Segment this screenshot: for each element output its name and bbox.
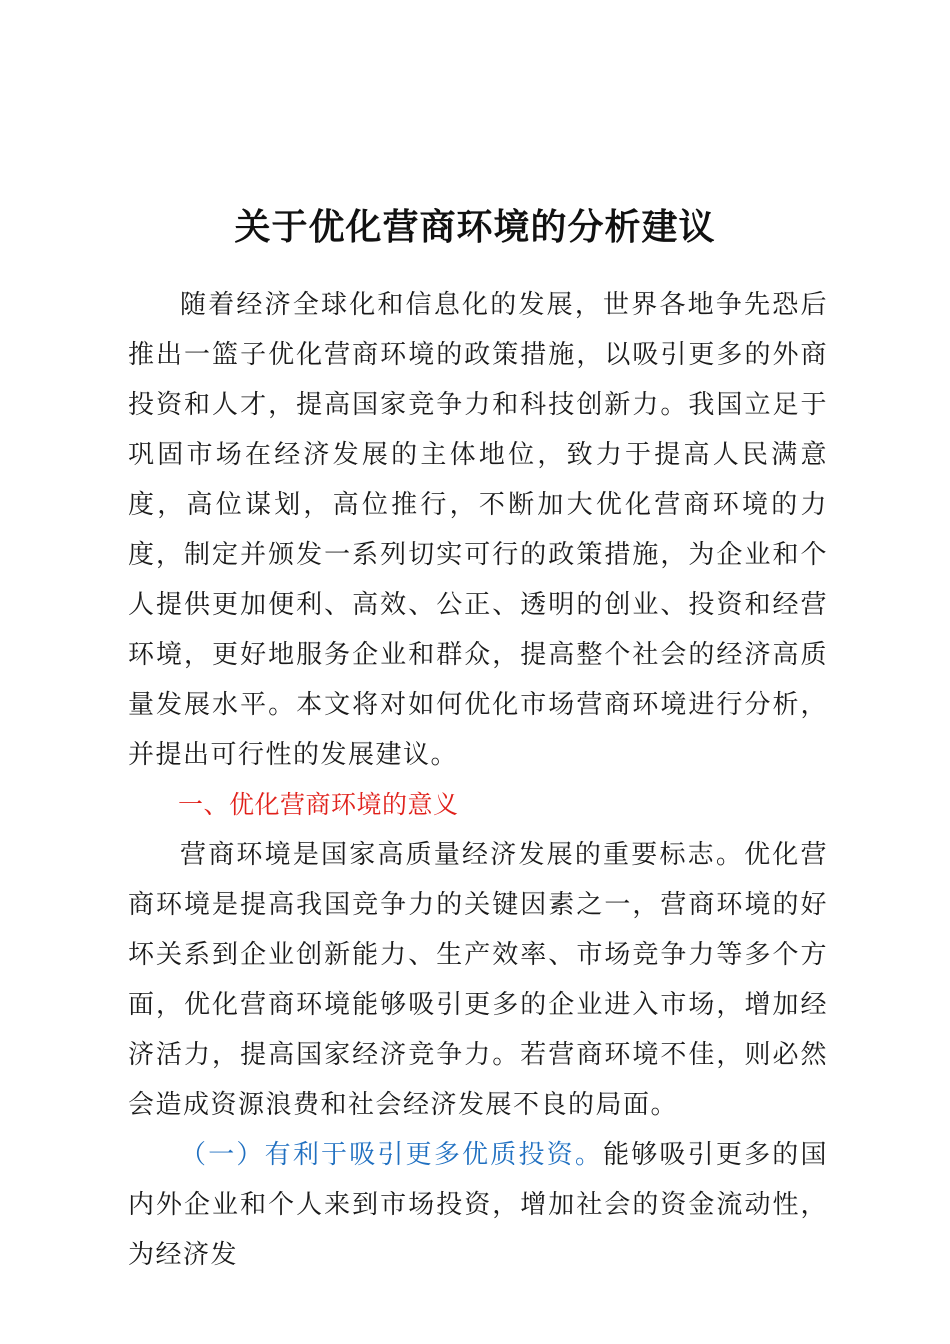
document-title: 关于优化营商环境的分析建议 <box>234 207 716 248</box>
document-body <box>128 280 828 1280</box>
subsection-1-paragraph <box>128 1130 828 1280</box>
section-1-heading: 一、优化营商环境的意义 <box>178 790 459 819</box>
intro-paragraph: 随着经济全球化和信息化的发展，世界各地争先恐后推出一篮子优化营商环境的政策措施，以吸引更多的外商投资和人才，提高国家竞争力和科技创新力。我国立足于巩固市场在经济发展的主体地位，致力于提高人民满意度，高位谋划，高位推行，不断加大优化营商环境的力度，制定并颁发一系列切实可行的政策措施，为企业和个人提供更加便利、高效、公正、透明的创业、投资和经营环境，更好地服务企业和群众，提高整个社会的经济高质量发展水平。本文将对如何优化市场营商环境进行分析，并提出可行性的发展建议。 <box>128 290 828 770</box>
subsection-1-label: （一）有利于吸引更多优质投资。 <box>180 1140 604 1170</box>
subsection-1-text: 能够吸引更多的国内外企业和个人来到市场投资，增加社会的资金流动性，为经济发 <box>128 1140 828 1270</box>
section-1-paragraph: 营商环境是国家高质量经济发展的重要标志。优化营商环境是提高我国竞争力的关键因素之一，营商环境的好坏关系到企业创新能力、生产效率、市场竞争力等多个方面，优化营商环境能够吸引更多的企业进入市场，增加经济活力，提高国家经济竞争力。若营商环境不佳，则必然会造成资源浪费和社会经济发展不良的局面。 <box>128 840 828 1120</box>
